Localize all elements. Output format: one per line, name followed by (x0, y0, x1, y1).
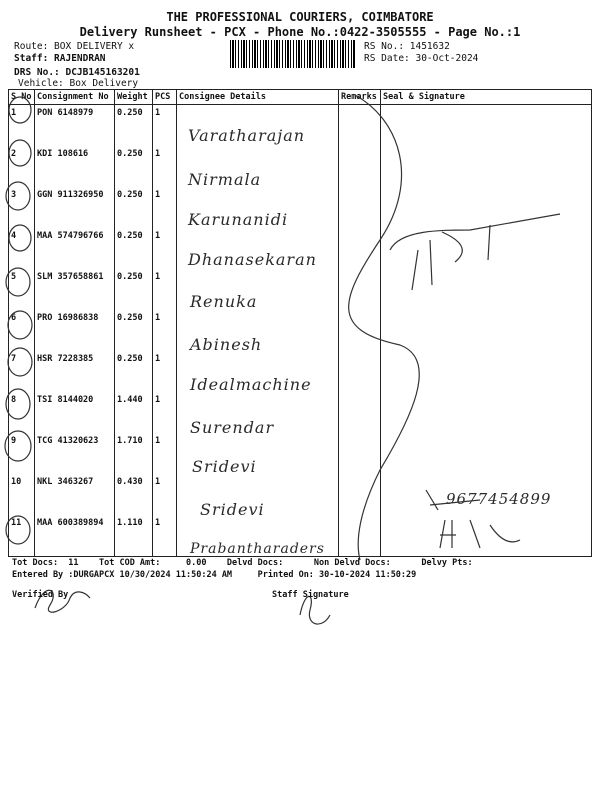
col-sno: S No (9, 90, 35, 105)
col-weight: Weight (115, 90, 153, 105)
cell-sno: 6 (9, 310, 35, 351)
cell-consignment: TSI 8144020 (35, 392, 115, 433)
cell-sno: 11 (9, 515, 35, 557)
staff-label: Staff: RAJENDRAN (14, 53, 106, 64)
drs-number: DRS No.: DCJB145163201 (14, 67, 140, 78)
col-consignee: Consignee Details (177, 90, 339, 105)
cell-consignment: MAA 600389894 (35, 515, 115, 557)
cell-pcs: 1 (153, 269, 177, 310)
cell-consignment: SLM 357658861 (35, 269, 115, 310)
cell-sno: 2 (9, 146, 35, 187)
cell-sno: 7 (9, 351, 35, 392)
cell-sno: 10 (9, 474, 35, 515)
cell-weight: 0.250 (115, 105, 153, 147)
rs-date: RS Date: 30-Oct-2024 (364, 53, 479, 64)
cell-weight: 1.440 (115, 392, 153, 433)
cell-consignment: GGN 911326950 (35, 187, 115, 228)
vehicle-label: Vehicle: Box Delivery (18, 78, 139, 89)
cell-pcs: 1 (153, 310, 177, 351)
cell-pcs: 1 (153, 433, 177, 474)
handwritten-name: Idealmachine (190, 375, 312, 394)
cell-consignment: TCG 41320623 (35, 433, 115, 474)
cell-weight: 1.110 (115, 515, 153, 557)
rs-number: RS No.: 1451632 (364, 41, 450, 52)
col-seal-signature: Seal & Signature (381, 90, 592, 105)
cell-pcs: 1 (153, 228, 177, 269)
verified-by-label: Verified By (12, 590, 69, 600)
cell-pcs: 1 (153, 351, 177, 392)
entered-by-line: Entered By :DURGAPCX 10/30/2024 11:50:24 AM Printed On: 30-10-2024 11:50:29 (12, 570, 417, 580)
handwritten-name: Renuka (190, 292, 258, 311)
cell-sno: 4 (9, 228, 35, 269)
cell-weight: 0.430 (115, 474, 153, 515)
handwritten-name: Abinesh (190, 335, 263, 354)
cell-pcs: 1 (153, 515, 177, 557)
handwritten-name: Sridevi (192, 457, 257, 476)
cell-weight: 0.250 (115, 351, 153, 392)
cell-pcs: 1 (153, 187, 177, 228)
handwritten-name: Karunanidi (188, 210, 289, 229)
col-consignment: Consignment No (35, 90, 115, 105)
cell-sno: 9 (9, 433, 35, 474)
handwritten-phone: 9677454899 (446, 490, 552, 508)
cell-weight: 0.250 (115, 228, 153, 269)
cell-pcs: 1 (153, 392, 177, 433)
cell-consignment: KDI 108616 (35, 146, 115, 187)
col-remarks: Remarks (339, 90, 381, 105)
company-title: THE PROFESSIONAL COURIERS, COIMBATORE (166, 10, 434, 24)
handwritten-name: Prabantharaders (190, 541, 325, 557)
handwritten-name: Surendar (190, 418, 275, 437)
runsheet-title: Delivery Runsheet - PCX - Phone No.:0422-3505555 - Page No.:1 (79, 25, 521, 39)
cell-pcs: 1 (153, 146, 177, 187)
col-pcs: PCS (153, 90, 177, 105)
cell-pcs: 1 (153, 105, 177, 147)
cell-consignment: PON 6148979 (35, 105, 115, 147)
totals-line: Tot Docs: 11 Tot COD Amt: 0.00 Delvd Docs: Non Delvd Docs: Delvy Pts: (12, 558, 473, 568)
cell-weight: 0.250 (115, 269, 153, 310)
route-label: Route: BOX DELIVERY x (14, 41, 135, 52)
handwritten-name: Sridevi (200, 500, 265, 519)
cell-weight: 0.250 (115, 146, 153, 187)
cell-weight: 0.250 (115, 187, 153, 228)
cell-sno: 8 (9, 392, 35, 433)
staff-signature-label: Staff Signature (272, 590, 349, 600)
handwritten-name: Nirmala (188, 170, 262, 189)
cell-sno: 1 (9, 105, 35, 147)
cell-consignment: NKL 3463267 (35, 474, 115, 515)
cell-consignment: HSR 7228385 (35, 351, 115, 392)
handwritten-name: Dhanasekaran (188, 250, 317, 269)
cell-weight: 0.250 (115, 310, 153, 351)
cell-sno: 5 (9, 269, 35, 310)
cell-consignment: PRO 16986838 (35, 310, 115, 351)
cell-weight: 1.710 (115, 433, 153, 474)
cell-pcs: 1 (153, 474, 177, 515)
cell-sno: 3 (9, 187, 35, 228)
handwritten-name: Varatharajan (188, 126, 306, 145)
cell-consignment: MAA 574796766 (35, 228, 115, 269)
